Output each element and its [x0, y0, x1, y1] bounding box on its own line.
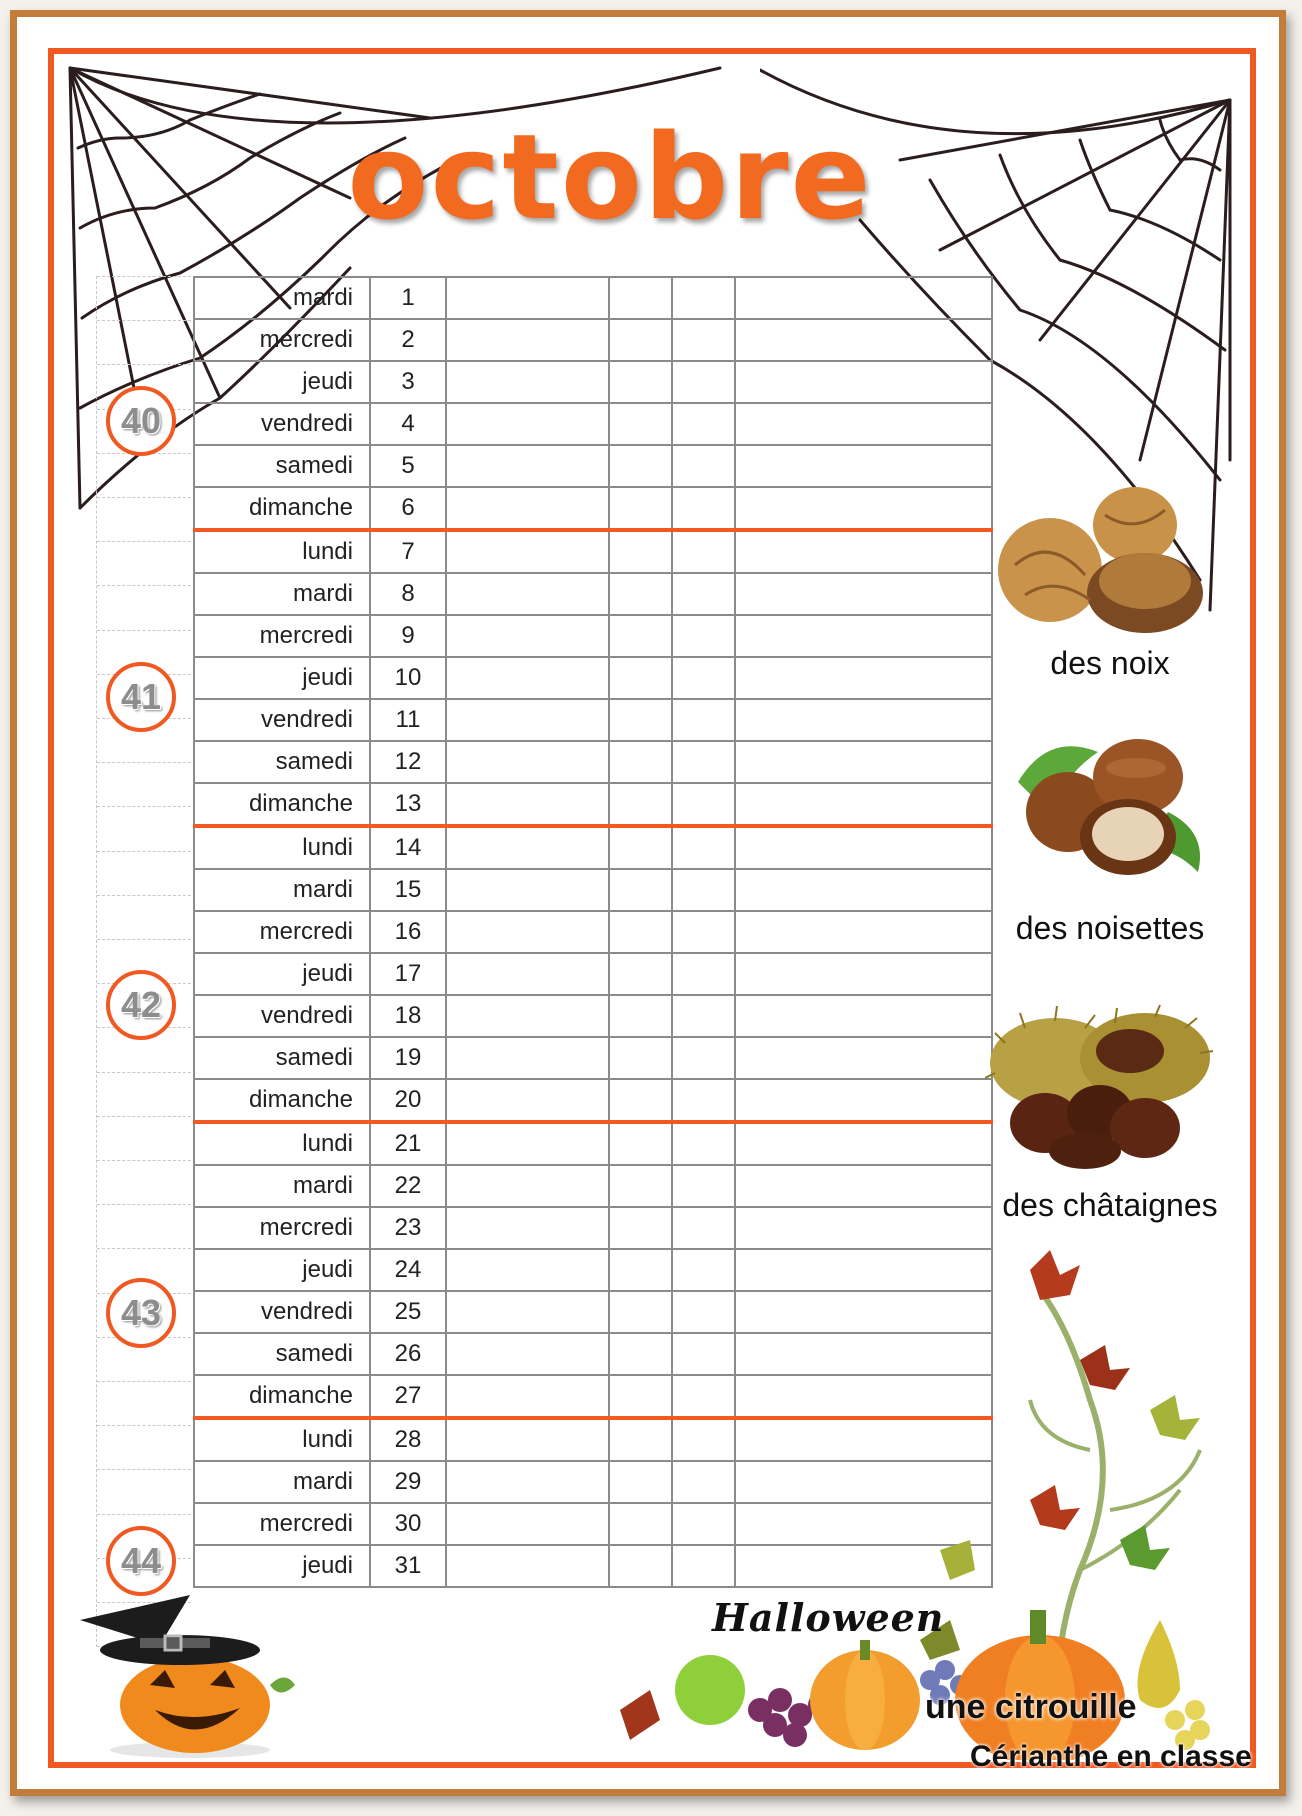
entry-cell[interactable]: [609, 657, 672, 699]
week-badge: 41: [106, 662, 176, 732]
day-name: jeudi: [194, 1545, 370, 1587]
day-number: 30: [370, 1503, 446, 1545]
entry-cell[interactable]: [735, 869, 992, 911]
entry-cell[interactable]: [672, 1165, 735, 1207]
entry-cell[interactable]: [446, 1207, 609, 1249]
day-row: [194, 1333, 992, 1375]
day-name: jeudi: [194, 657, 370, 699]
entry-cell[interactable]: [735, 445, 992, 487]
walnuts-icon: [995, 485, 1215, 635]
day-number: 14: [370, 826, 446, 869]
entry-cell[interactable]: [672, 1291, 735, 1333]
day-number: 20: [370, 1079, 446, 1122]
day-number: 1: [370, 277, 446, 319]
entry-cell[interactable]: [609, 1207, 672, 1249]
week-guide-line: [97, 1248, 191, 1249]
entry-cell[interactable]: [446, 1249, 609, 1291]
day-row: [194, 615, 992, 657]
entry-cell[interactable]: [446, 1122, 609, 1165]
entry-cell[interactable]: [446, 487, 609, 530]
day-name: mercredi: [194, 615, 370, 657]
entry-cell[interactable]: [672, 657, 735, 699]
day-number: 25: [370, 1291, 446, 1333]
day-number: 9: [370, 615, 446, 657]
entry-cell[interactable]: [672, 783, 735, 826]
entry-cell[interactable]: [446, 657, 609, 699]
week-guide-line: [97, 762, 191, 763]
day-name: lundi: [194, 1122, 370, 1165]
day-row: [194, 1418, 992, 1461]
day-row: [194, 1291, 992, 1333]
day-row: [194, 826, 992, 869]
entry-cell[interactable]: [672, 319, 735, 361]
entry-cell[interactable]: [609, 995, 672, 1037]
day-row: [194, 573, 992, 615]
day-row: [194, 911, 992, 953]
entry-cell[interactable]: [446, 530, 609, 573]
entry-cell[interactable]: [609, 953, 672, 995]
week-badge: 43: [106, 1278, 176, 1348]
day-name: mardi: [194, 1461, 370, 1503]
day-number: 24: [370, 1249, 446, 1291]
day-name: mercredi: [194, 1503, 370, 1545]
day-name: mercredi: [194, 1207, 370, 1249]
week-guide-line: [97, 320, 191, 321]
day-name: samedi: [194, 1333, 370, 1375]
day-row: [194, 1122, 992, 1165]
day-name: dimanche: [194, 783, 370, 826]
entry-cell[interactable]: [672, 1461, 735, 1503]
day-row: [194, 319, 992, 361]
day-row: [194, 361, 992, 403]
day-row: [194, 995, 992, 1037]
entry-cell[interactable]: [609, 319, 672, 361]
entry-cell[interactable]: [672, 445, 735, 487]
entry-cell[interactable]: [609, 1249, 672, 1291]
entry-cell[interactable]: [735, 319, 992, 361]
day-row: [194, 953, 992, 995]
week-guide-line: [97, 1381, 191, 1382]
credit-label: Cérianthe en classe: [970, 1740, 1252, 1773]
entry-cell[interactable]: [446, 1545, 609, 1587]
day-name: mercredi: [194, 911, 370, 953]
entry-cell[interactable]: [672, 487, 735, 530]
entry-cell[interactable]: [446, 1461, 609, 1503]
day-number: 8: [370, 573, 446, 615]
entry-cell[interactable]: [609, 615, 672, 657]
entry-cell[interactable]: [609, 530, 672, 573]
day-name: dimanche: [194, 1375, 370, 1418]
entry-cell[interactable]: [672, 911, 735, 953]
entry-cell[interactable]: [672, 1249, 735, 1291]
entry-cell[interactable]: [609, 699, 672, 741]
day-number: 16: [370, 911, 446, 953]
entry-cell[interactable]: [609, 1418, 672, 1461]
harvest-fruits-icon: [620, 1560, 1240, 1760]
week-guide-line: [97, 364, 191, 365]
entry-cell[interactable]: [609, 1333, 672, 1375]
day-number: 2: [370, 319, 446, 361]
citrouille-label: une citrouille: [925, 1688, 1137, 1726]
entry-cell[interactable]: [446, 615, 609, 657]
day-number: 13: [370, 783, 446, 826]
day-name: mardi: [194, 869, 370, 911]
entry-cell[interactable]: [446, 319, 609, 361]
entry-cell[interactable]: [672, 741, 735, 783]
entry-cell[interactable]: [609, 869, 672, 911]
entry-cell[interactable]: [446, 1079, 609, 1122]
day-name: lundi: [194, 530, 370, 573]
day-number: 3: [370, 361, 446, 403]
day-row: [194, 1503, 992, 1545]
day-name: jeudi: [194, 361, 370, 403]
calendar-table: [193, 276, 993, 1588]
week-guide-line: [97, 1425, 191, 1426]
entry-cell[interactable]: [446, 403, 609, 445]
entry-cell[interactable]: [446, 1037, 609, 1079]
week-guide-line: [97, 630, 191, 631]
day-name: vendredi: [194, 699, 370, 741]
halloween-label: Halloween: [712, 1595, 945, 1640]
entry-cell[interactable]: [672, 403, 735, 445]
entry-cell[interactable]: [609, 573, 672, 615]
day-row: [194, 1165, 992, 1207]
week-guide-line: [97, 1072, 191, 1073]
entry-cell[interactable]: [446, 826, 609, 869]
jack-o-lantern-icon: [70, 1590, 300, 1760]
entry-cell[interactable]: [735, 1122, 992, 1165]
entry-cell[interactable]: [672, 1333, 735, 1375]
entry-cell[interactable]: [735, 361, 992, 403]
entry-cell[interactable]: [735, 615, 992, 657]
day-number: 5: [370, 445, 446, 487]
entry-cell[interactable]: [609, 445, 672, 487]
entry-cell[interactable]: [446, 573, 609, 615]
week-guide-line: [97, 1469, 191, 1470]
entry-cell[interactable]: [446, 445, 609, 487]
week-guide-line: [97, 895, 191, 896]
entry-cell[interactable]: [672, 699, 735, 741]
day-row: [194, 699, 992, 741]
day-number: 22: [370, 1165, 446, 1207]
entry-cell[interactable]: [609, 911, 672, 953]
day-name: dimanche: [194, 1079, 370, 1122]
entry-cell[interactable]: [609, 1503, 672, 1545]
entry-cell[interactable]: [735, 741, 992, 783]
entry-cell[interactable]: [735, 995, 992, 1037]
day-name: mardi: [194, 1165, 370, 1207]
entry-cell[interactable]: [446, 953, 609, 995]
week-badge: 44: [106, 1526, 176, 1596]
entry-cell[interactable]: [609, 1291, 672, 1333]
week-guide-line: [97, 1514, 191, 1515]
week-guide-line: [97, 1160, 191, 1161]
day-row: [194, 530, 992, 573]
week-guide-line: [97, 806, 191, 807]
entry-cell[interactable]: [672, 826, 735, 869]
week-guide-line: [97, 541, 191, 542]
day-number: 4: [370, 403, 446, 445]
entry-cell[interactable]: [609, 361, 672, 403]
entry-cell[interactable]: [735, 911, 992, 953]
entry-cell[interactable]: [735, 953, 992, 995]
entry-cell[interactable]: [672, 277, 735, 319]
entry-cell[interactable]: [672, 1122, 735, 1165]
entry-cell[interactable]: [609, 487, 672, 530]
week-guide-line: [97, 1116, 191, 1117]
entry-cell[interactable]: [446, 911, 609, 953]
entry-cell[interactable]: [735, 573, 992, 615]
entry-cell[interactable]: [672, 1037, 735, 1079]
entry-cell[interactable]: [735, 1165, 992, 1207]
entry-cell[interactable]: [672, 530, 735, 573]
entry-cell[interactable]: [735, 699, 992, 741]
caption-chataignes: des châtaignes: [1002, 1187, 1218, 1223]
entry-cell[interactable]: [609, 826, 672, 869]
chestnuts-icon: [985, 1003, 1215, 1173]
entry-cell[interactable]: [672, 573, 735, 615]
entry-cell[interactable]: [672, 953, 735, 995]
entry-cell[interactable]: [446, 783, 609, 826]
entry-cell[interactable]: [735, 1079, 992, 1122]
day-row: [194, 783, 992, 826]
entry-cell[interactable]: [446, 1418, 609, 1461]
entry-cell[interactable]: [609, 1037, 672, 1079]
entry-cell[interactable]: [735, 277, 992, 319]
week-guide-line: [97, 276, 191, 277]
caption-noix: des noix: [1050, 645, 1170, 681]
day-name: jeudi: [194, 1249, 370, 1291]
day-name: vendredi: [194, 995, 370, 1037]
entry-cell[interactable]: [609, 403, 672, 445]
caption-noisettes: des noisettes: [1015, 910, 1205, 946]
day-row: [194, 1079, 992, 1122]
day-number: 17: [370, 953, 446, 995]
entry-cell[interactable]: [672, 1418, 735, 1461]
day-name: dimanche: [194, 487, 370, 530]
day-row: [194, 869, 992, 911]
entry-cell[interactable]: [446, 1291, 609, 1333]
entry-cell[interactable]: [446, 1165, 609, 1207]
day-row: [194, 1249, 992, 1291]
entry-cell[interactable]: [672, 1079, 735, 1122]
day-name: vendredi: [194, 1291, 370, 1333]
day-row: [194, 277, 992, 319]
day-name: samedi: [194, 1037, 370, 1079]
day-number: 11: [370, 699, 446, 741]
entry-cell[interactable]: [735, 403, 992, 445]
day-row: [194, 1037, 992, 1079]
entry-cell[interactable]: [609, 741, 672, 783]
day-number: 26: [370, 1333, 446, 1375]
day-name: samedi: [194, 445, 370, 487]
day-number: 28: [370, 1418, 446, 1461]
entry-cell[interactable]: [672, 361, 735, 403]
entry-cell[interactable]: [609, 1079, 672, 1122]
week-badge: 42: [106, 970, 176, 1040]
day-number: 29: [370, 1461, 446, 1503]
entry-cell[interactable]: [672, 1375, 735, 1418]
day-name: vendredi: [194, 403, 370, 445]
day-name: lundi: [194, 1418, 370, 1461]
week-guide-line: [97, 939, 191, 940]
entry-cell[interactable]: [735, 487, 992, 530]
entry-cell[interactable]: [609, 1122, 672, 1165]
day-row: [194, 445, 992, 487]
week-guide-line: [97, 585, 191, 586]
entry-cell[interactable]: [735, 1037, 992, 1079]
day-name: mercredi: [194, 319, 370, 361]
day-number: 21: [370, 1122, 446, 1165]
entry-cell[interactable]: [672, 615, 735, 657]
day-row: [194, 1375, 992, 1418]
page-title: octobre: [347, 108, 873, 246]
day-row: [194, 657, 992, 699]
day-name: mardi: [194, 277, 370, 319]
day-row: [194, 741, 992, 783]
entry-cell[interactable]: [609, 783, 672, 826]
entry-cell[interactable]: [735, 1207, 992, 1249]
day-name: lundi: [194, 826, 370, 869]
week-badge: 40: [106, 386, 176, 456]
entry-cell[interactable]: [609, 1165, 672, 1207]
day-number: 27: [370, 1375, 446, 1418]
day-name: samedi: [194, 741, 370, 783]
day-number: 10: [370, 657, 446, 699]
entry-cell[interactable]: [446, 1503, 609, 1545]
entry-cell[interactable]: [446, 277, 609, 319]
week-column-guide: [96, 276, 97, 1647]
entry-cell[interactable]: [446, 1375, 609, 1418]
day-number: 7: [370, 530, 446, 573]
entry-cell[interactable]: [672, 869, 735, 911]
day-number: 12: [370, 741, 446, 783]
week-guide-line: [97, 1204, 191, 1205]
entry-cell[interactable]: [672, 995, 735, 1037]
entry-cell[interactable]: [446, 741, 609, 783]
entry-cell[interactable]: [735, 783, 992, 826]
entry-cell[interactable]: [446, 699, 609, 741]
day-number: 6: [370, 487, 446, 530]
entry-cell[interactable]: [672, 1503, 735, 1545]
day-number: 18: [370, 995, 446, 1037]
day-row: [194, 403, 992, 445]
week-guide-line: [97, 851, 191, 852]
day-name: jeudi: [194, 953, 370, 995]
day-row: [194, 1461, 992, 1503]
entry-cell[interactable]: [446, 869, 609, 911]
entry-cell[interactable]: [446, 995, 609, 1037]
day-row: [194, 487, 992, 530]
day-number: 15: [370, 869, 446, 911]
hazelnuts-icon: [1008, 722, 1208, 887]
entry-cell[interactable]: [446, 1333, 609, 1375]
entry-cell[interactable]: [735, 530, 992, 573]
entry-cell[interactable]: [609, 277, 672, 319]
day-name: mardi: [194, 573, 370, 615]
entry-cell[interactable]: [735, 657, 992, 699]
week-guide-line: [97, 497, 191, 498]
day-number: 19: [370, 1037, 446, 1079]
entry-cell[interactable]: [446, 361, 609, 403]
entry-cell[interactable]: [735, 826, 992, 869]
entry-cell[interactable]: [609, 1375, 672, 1418]
entry-cell[interactable]: [609, 1461, 672, 1503]
entry-cell[interactable]: [672, 1207, 735, 1249]
day-number: 23: [370, 1207, 446, 1249]
day-number: 31: [370, 1545, 446, 1587]
day-row: [194, 1207, 992, 1249]
